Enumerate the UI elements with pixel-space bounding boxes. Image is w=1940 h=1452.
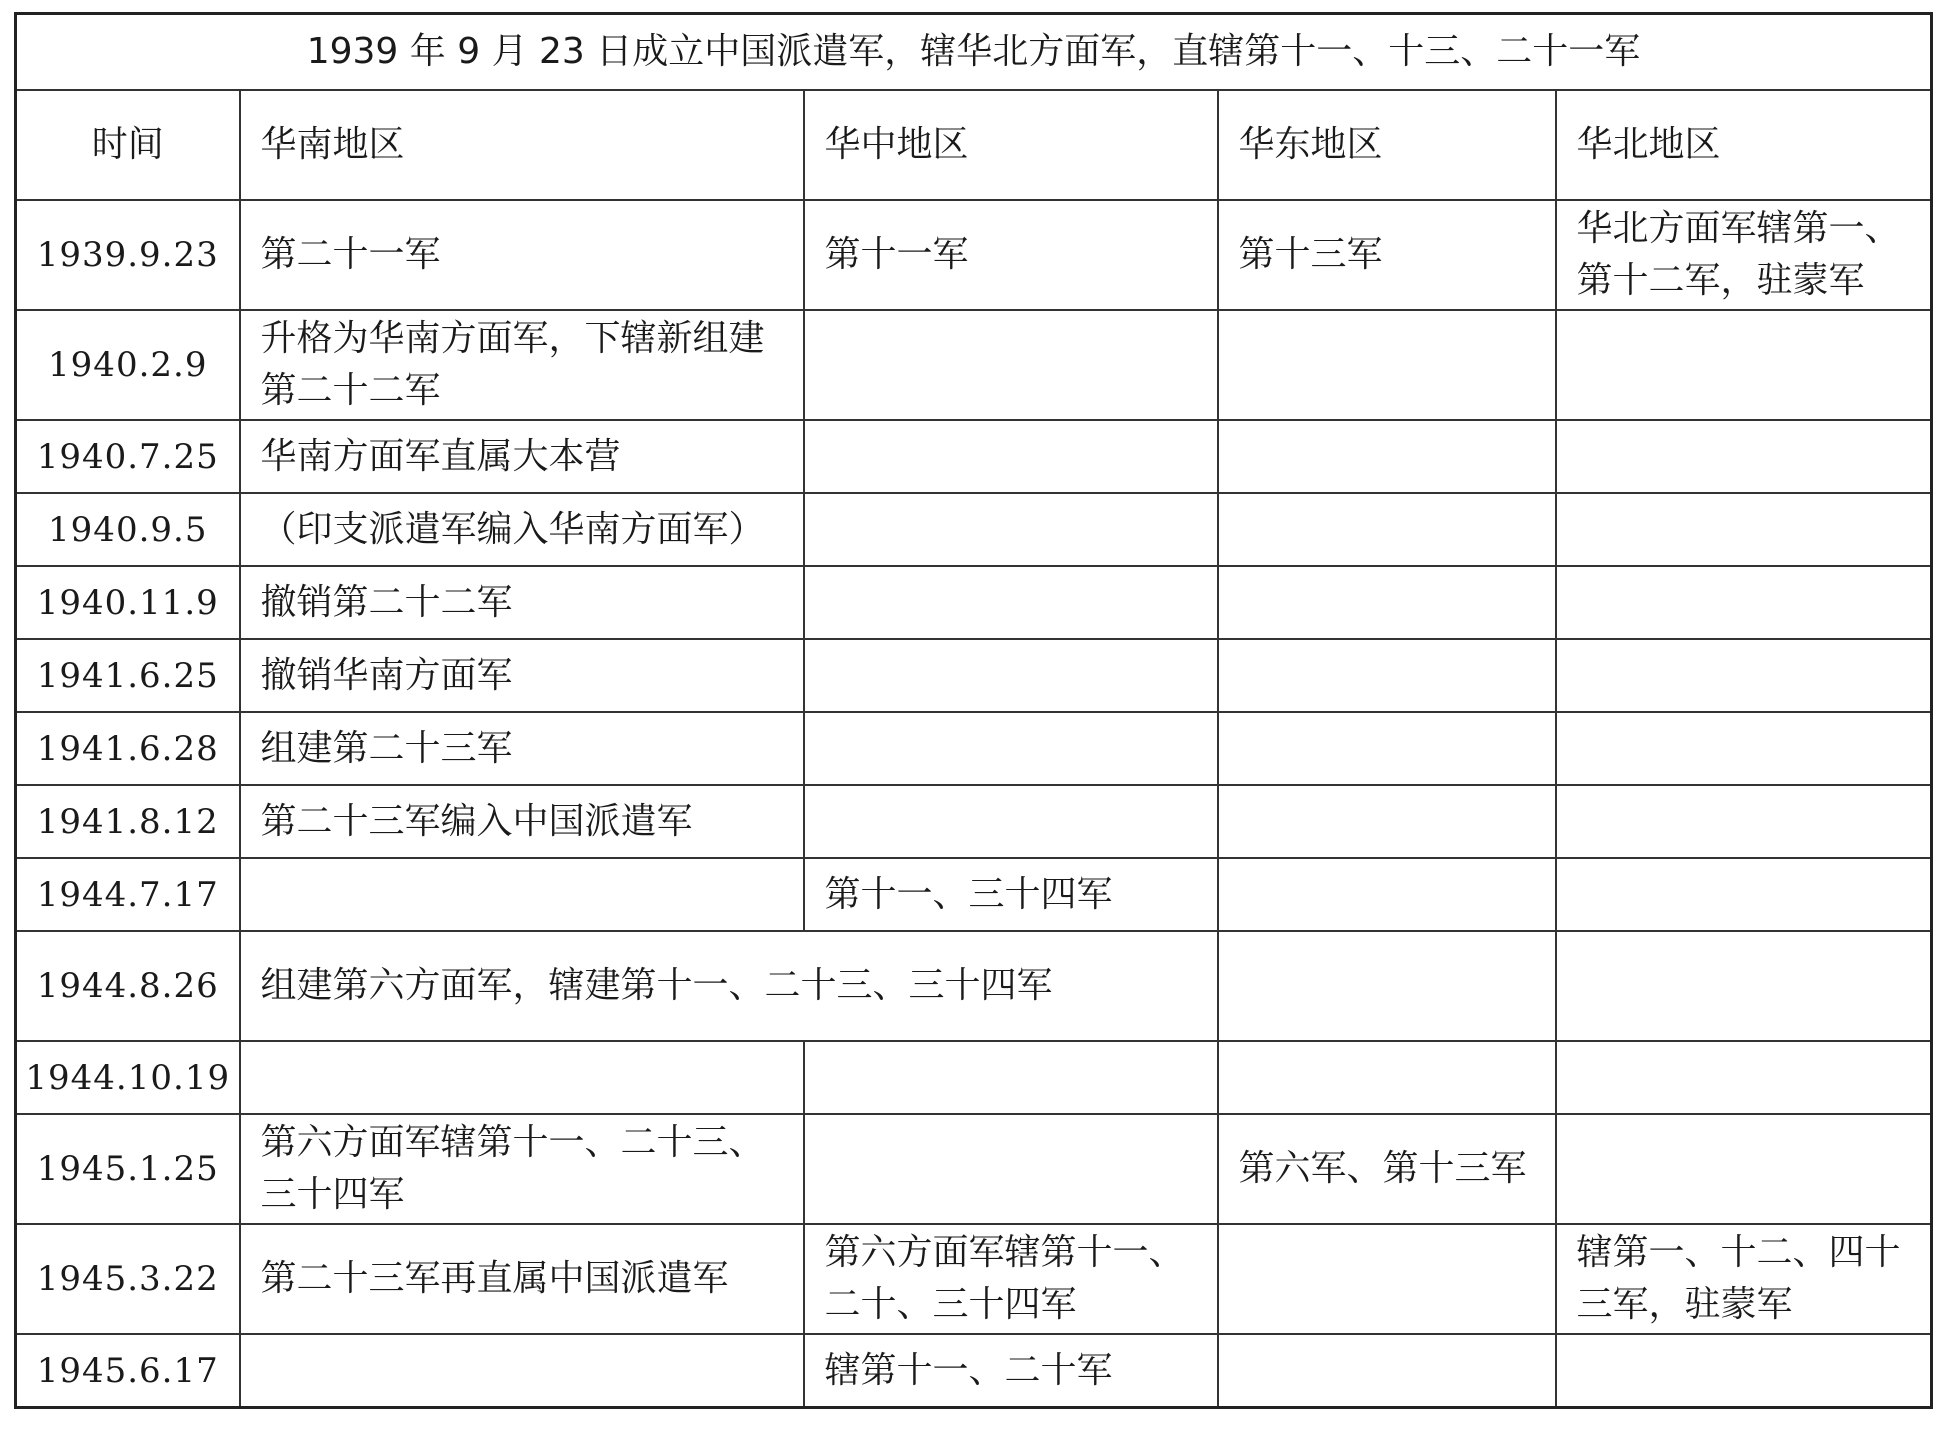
cell-central: 第六方面军辖第十一、二十、三十四军 [804, 1224, 1218, 1334]
cell-north [1556, 785, 1932, 858]
cell-east [1218, 785, 1556, 858]
cell-time: 1940.11.9 [16, 566, 240, 639]
cell-time: 1944.7.17 [16, 858, 240, 931]
cell-north [1556, 639, 1932, 712]
table-row [16, 639, 1932, 712]
header-south-china: 华南地区 [240, 90, 804, 200]
cell-east [1218, 858, 1556, 931]
cell-time: 1940.7.25 [16, 420, 240, 493]
cell-central [804, 785, 1218, 858]
cell-east: 第十三军 [1218, 200, 1556, 310]
cell-east [1218, 712, 1556, 785]
army-table-container [14, 12, 1930, 1409]
cell-south: 第二十一军 [240, 200, 804, 310]
cell-time: 1940.2.9 [16, 310, 240, 420]
table-row [16, 200, 1932, 310]
table-row [16, 931, 1932, 1041]
cell-north [1556, 310, 1932, 420]
table-row [16, 1224, 1932, 1334]
table-row [16, 1041, 1932, 1114]
cell-south [240, 1334, 804, 1408]
table-row [16, 566, 1932, 639]
table-row [16, 712, 1932, 785]
cell-south [240, 1041, 804, 1114]
cell-south: 第二十三军编入中国派遣军 [240, 785, 804, 858]
cell-south-central-merged: 组建第六方面军，辖建第十一、二十三、三十四军 [240, 931, 1218, 1041]
header-north-china: 华北地区 [1556, 90, 1932, 200]
cell-east [1218, 566, 1556, 639]
cell-time: 1941.6.25 [16, 639, 240, 712]
title-row [16, 14, 1932, 91]
cell-south: 第二十三军再直属中国派遣军 [240, 1224, 804, 1334]
cell-central [804, 712, 1218, 785]
table-row [16, 1334, 1932, 1408]
cell-north [1556, 931, 1932, 1041]
cell-time: 1944.8.26 [16, 931, 240, 1041]
cell-south: 撤销华南方面军 [240, 639, 804, 712]
cell-south [240, 858, 804, 931]
cell-central [804, 310, 1218, 420]
cell-central [804, 1114, 1218, 1224]
cell-central [804, 493, 1218, 566]
table-title: 1939 年 9 月 23 日成立中国派遣军，辖华北方面军，直辖第十一、十三、二十一军 [16, 14, 1932, 91]
table-row [16, 420, 1932, 493]
cell-east [1218, 1334, 1556, 1408]
cell-east [1218, 1041, 1556, 1114]
cell-central: 第十一、三十四军 [804, 858, 1218, 931]
cell-time: 1941.6.28 [16, 712, 240, 785]
cell-central [804, 1041, 1218, 1114]
cell-time: 1945.1.25 [16, 1114, 240, 1224]
header-central-china: 华中地区 [804, 90, 1218, 200]
cell-north [1556, 420, 1932, 493]
cell-time: 1945.6.17 [16, 1334, 240, 1408]
cell-central: 辖第十一、二十军 [804, 1334, 1218, 1408]
cell-north: 辖第一、十二、四十三军，驻蒙军 [1556, 1224, 1932, 1334]
cell-north [1556, 1114, 1932, 1224]
table-row [16, 1114, 1932, 1224]
cell-south: 组建第二十三军 [240, 712, 804, 785]
table-row [16, 858, 1932, 931]
cell-time: 1940.9.5 [16, 493, 240, 566]
cell-north [1556, 493, 1932, 566]
cell-time: 1945.3.22 [16, 1224, 240, 1334]
cell-east [1218, 931, 1556, 1041]
table-row [16, 310, 1932, 420]
cell-south: 撤销第二十二军 [240, 566, 804, 639]
header-row [16, 90, 1932, 200]
table-row [16, 785, 1932, 858]
army-organization-table [14, 12, 1933, 1409]
cell-north [1556, 1041, 1932, 1114]
header-time: 时间 [16, 90, 240, 200]
cell-time: 1944.10.19 [16, 1041, 240, 1114]
cell-central [804, 420, 1218, 493]
cell-south: 升格为华南方面军，下辖新组建第二十二军 [240, 310, 804, 420]
cell-time: 1939.9.23 [16, 200, 240, 310]
cell-time: 1941.8.12 [16, 785, 240, 858]
cell-north [1556, 712, 1932, 785]
cell-east [1218, 639, 1556, 712]
cell-east [1218, 420, 1556, 493]
cell-east [1218, 493, 1556, 566]
cell-north: 华北方面军辖第一、第十二军，驻蒙军 [1556, 200, 1932, 310]
cell-central [804, 566, 1218, 639]
cell-east [1218, 310, 1556, 420]
cell-north [1556, 566, 1932, 639]
cell-central: 第十一军 [804, 200, 1218, 310]
cell-east [1218, 1224, 1556, 1334]
cell-north [1556, 858, 1932, 931]
table-row [16, 493, 1932, 566]
cell-north [1556, 1334, 1932, 1408]
cell-south: 第六方面军辖第十一、二十三、三十四军 [240, 1114, 804, 1224]
cell-south: 华南方面军直属大本营 [240, 420, 804, 493]
header-east-china: 华东地区 [1218, 90, 1556, 200]
cell-central [804, 639, 1218, 712]
cell-south: （印支派遣军编入华南方面军） [240, 493, 804, 566]
cell-east: 第六军、第十三军 [1218, 1114, 1556, 1224]
